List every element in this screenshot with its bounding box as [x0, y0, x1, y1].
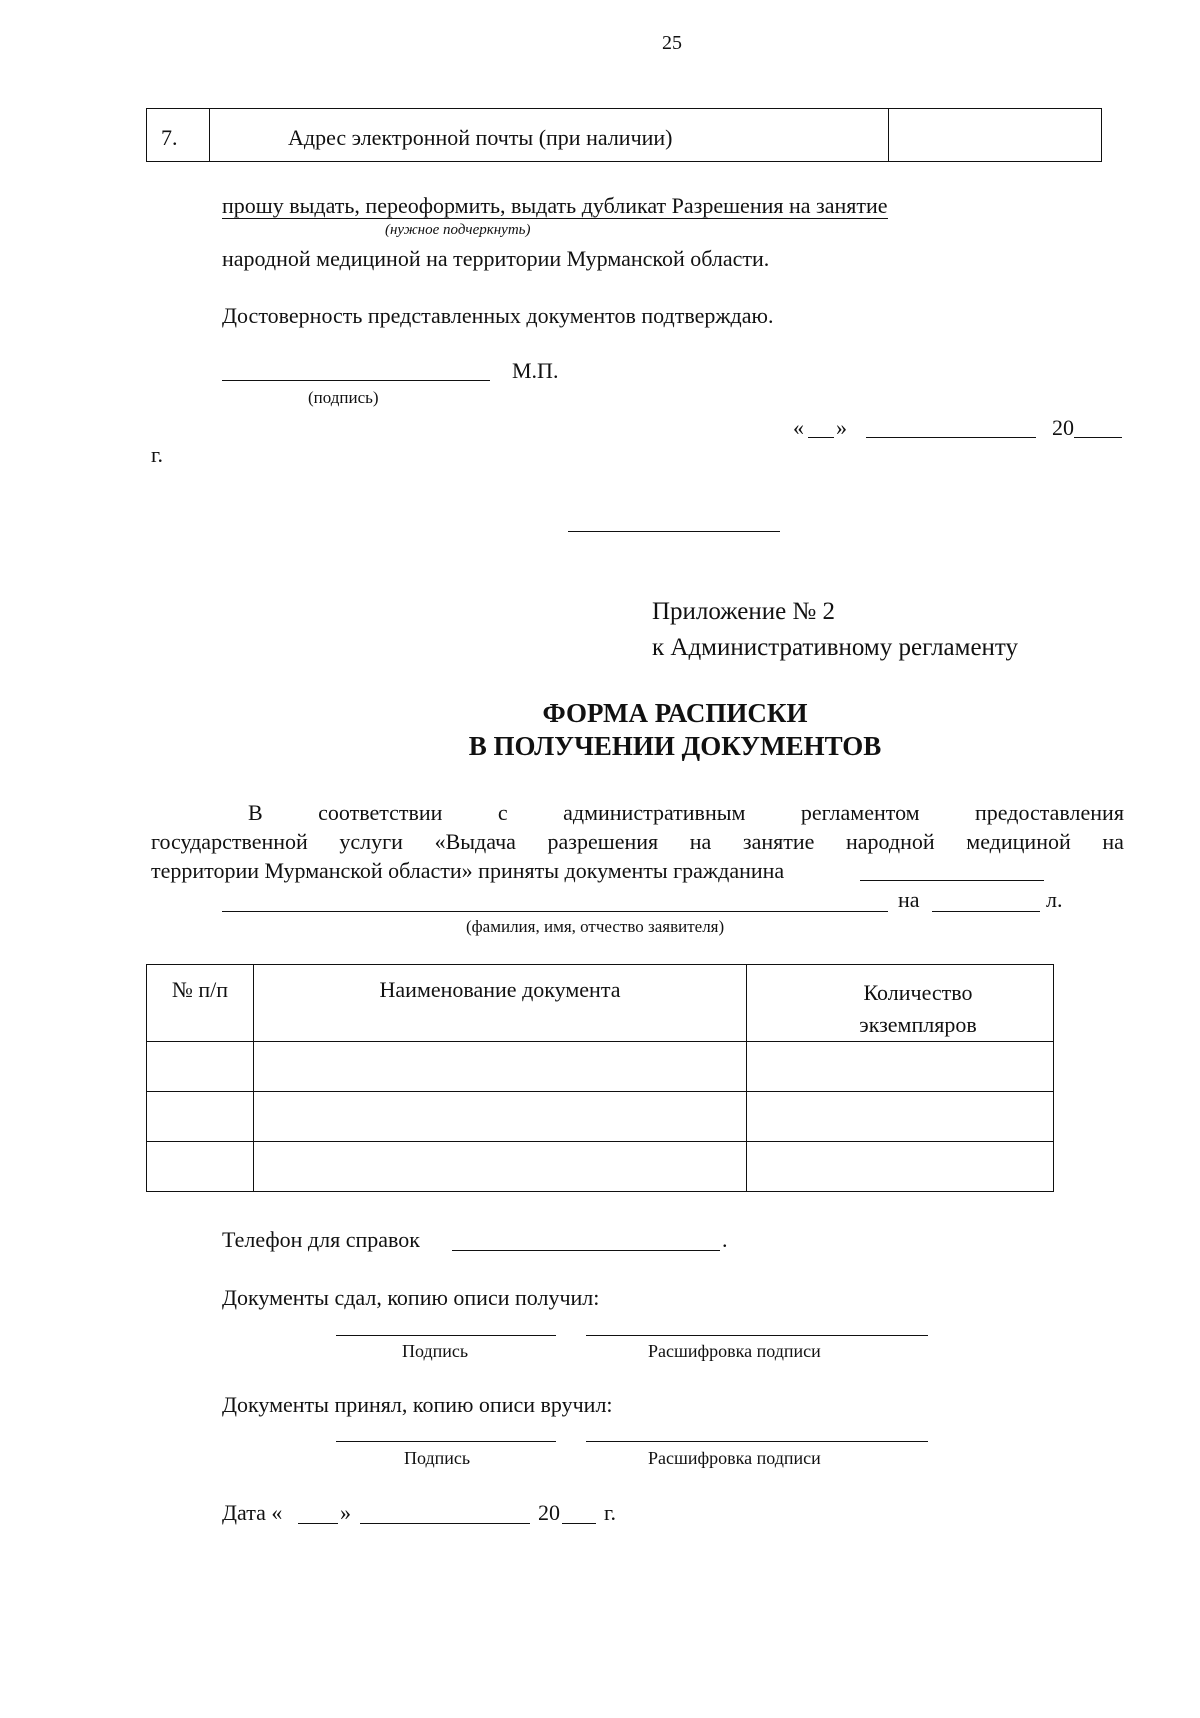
fio-caption: (фамилия, имя, отчество заявителя) — [466, 917, 725, 936]
date-year-prefix: 20 — [538, 1500, 560, 1525]
confirm-text: Достоверность представленных документов подтверждаю. — [222, 303, 774, 328]
documents-table — [146, 964, 1054, 1192]
header-copies — [747, 965, 1054, 1042]
date-year-suffix: г. — [604, 1500, 617, 1525]
header-document-name — [254, 965, 747, 1042]
date-month-line[interactable] — [866, 437, 1036, 438]
signature-caption: (подпись) — [308, 388, 379, 407]
intro-line-2 — [151, 829, 1124, 855]
received-decode-line[interactable] — [586, 1441, 928, 1442]
header-number-text: № п/п — [171, 977, 229, 1002]
table-cell[interactable] — [747, 1142, 1054, 1192]
form-subtitle: В ПОЛУЧЕНИИ ДОКУМЕНТОВ — [468, 731, 882, 761]
applicant-info-table — [146, 108, 1102, 162]
citizen-name-line[interactable] — [860, 880, 1044, 881]
on-label: на — [898, 887, 920, 912]
handed-decode-line[interactable] — [586, 1335, 928, 1336]
date-label: Дата « — [222, 1500, 283, 1525]
table-cell[interactable] — [254, 1142, 747, 1192]
intro-word: «Выдача — [434, 829, 516, 854]
page-number: 25 — [662, 32, 682, 54]
received-sign-caption: Подпись — [404, 1448, 471, 1468]
table-header-row — [147, 965, 1054, 1042]
handed-text: Документы сдал, копию описи получил: — [222, 1285, 600, 1310]
request-line-2: народной медициной на территории Мурманской области. — [222, 246, 770, 271]
table-row — [147, 109, 1102, 162]
received-signature-line[interactable] — [336, 1441, 556, 1442]
intro-word: на — [1102, 829, 1124, 854]
sheets-label: л. — [1046, 887, 1063, 912]
section-divider — [568, 531, 780, 532]
appendix-number: Приложение № 2 — [652, 598, 836, 625]
request-options: прошу выдать, переоформить, выдать дубликат Разрешения на занятие — [222, 193, 888, 218]
date-day-line[interactable] — [298, 1523, 338, 1524]
date-close-quote: » — [836, 415, 847, 440]
intro-word: медициной — [966, 829, 1071, 854]
sheets-count-line[interactable] — [932, 911, 1040, 912]
phone-line[interactable] — [452, 1250, 720, 1251]
appendix-reference: к Административному регламенту — [652, 634, 1019, 661]
row-number-text: 7. — [161, 125, 178, 150]
table-cell[interactable] — [147, 1092, 254, 1142]
request-hint: (нужное подчеркнуть) — [385, 222, 531, 238]
table-cell[interactable] — [747, 1042, 1054, 1092]
intro-word: предоставления — [975, 800, 1124, 825]
intro-word: регламентом — [800, 800, 920, 825]
date-year-suffix: г. — [151, 442, 164, 467]
row-number — [147, 109, 210, 162]
table-cell[interactable] — [147, 1142, 254, 1192]
date-year-line[interactable] — [562, 1523, 596, 1524]
intro-word: государственной — [151, 829, 308, 854]
intro-word: административным — [563, 800, 746, 825]
intro-word: с — [497, 800, 508, 825]
intro-line-3: территории Мурманской области» приняты документы гражданина — [151, 858, 785, 883]
handed-decode-caption: Расшифровка подписи — [648, 1341, 821, 1361]
table-row — [147, 1142, 1054, 1192]
intro-line-1 — [248, 800, 1124, 826]
intro-word: занятие — [742, 829, 815, 854]
date-close-quote: » — [340, 1500, 351, 1525]
request-line — [222, 193, 888, 219]
date-month-line[interactable] — [360, 1523, 530, 1524]
row-label — [210, 109, 889, 162]
email-label: Адрес электронной почты (при наличии) — [288, 125, 673, 150]
date-day-line[interactable] — [808, 437, 834, 438]
phone-label: Телефон для справок — [222, 1227, 420, 1252]
fio-line[interactable] — [222, 911, 888, 912]
intro-word: народной — [846, 829, 935, 854]
header-number — [147, 965, 254, 1042]
table-cell[interactable] — [254, 1092, 747, 1142]
date-open-quote: « — [793, 415, 804, 440]
table-row — [147, 1092, 1054, 1142]
handed-signature-line[interactable] — [336, 1335, 556, 1336]
intro-word: услуги — [339, 829, 403, 854]
intro-word: В — [248, 800, 263, 825]
phone-end: . — [722, 1227, 728, 1252]
table-cell[interactable] — [254, 1042, 747, 1092]
email-value-cell[interactable] — [889, 109, 1102, 162]
header-copies-text: Количество экземпляров — [859, 980, 977, 1037]
intro-word: разрешения — [547, 829, 659, 854]
signature-line[interactable] — [222, 380, 490, 381]
table-row — [147, 1042, 1054, 1092]
stamp-label: М.П. — [512, 358, 559, 383]
received-text: Документы принял, копию описи вручил: — [222, 1392, 613, 1417]
intro-word: соответствии — [318, 800, 443, 825]
table-cell[interactable] — [147, 1042, 254, 1092]
intro-word: на — [689, 829, 712, 854]
table-cell[interactable] — [747, 1092, 1054, 1142]
header-document-name-text: Наименование документа — [379, 977, 621, 1002]
date-year-line[interactable] — [1074, 437, 1122, 438]
received-decode-caption: Расшифровка подписи — [648, 1448, 821, 1468]
handed-sign-caption: Подпись — [402, 1341, 469, 1361]
date-year-prefix: 20 — [1052, 415, 1074, 440]
form-title: ФОРМА РАСПИСКИ — [542, 698, 808, 728]
